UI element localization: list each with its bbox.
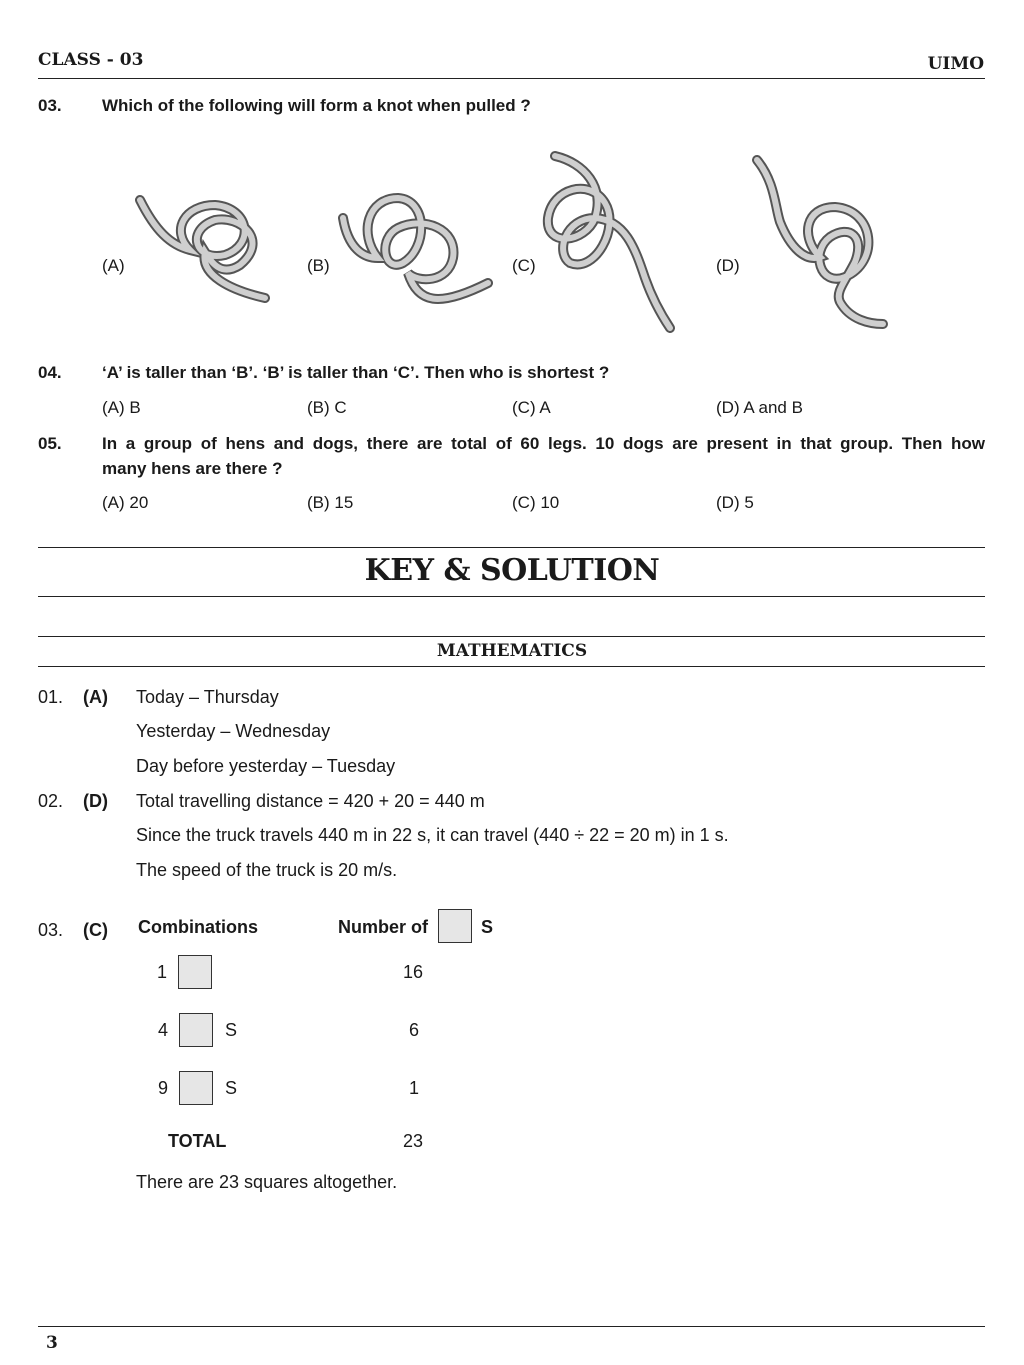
option: (D) 5 <box>716 493 754 512</box>
footer-rule <box>38 1326 985 1327</box>
question-number: 05. <box>38 434 62 453</box>
rope-figure-a <box>130 190 280 310</box>
option: (C) A <box>512 398 551 417</box>
section-rule <box>38 596 985 597</box>
section-rule <box>38 547 985 548</box>
solution-line: The speed of the truck is 20 m/s. <box>136 860 398 880</box>
total-label: TOTAL <box>168 1131 227 1151</box>
solution-line: Day before yesterday – Tuesday <box>136 756 396 776</box>
rope-figure-b <box>338 188 493 313</box>
option-label: (B) <box>307 256 330 275</box>
option: (A) 20 <box>102 493 149 512</box>
solution-answer: (D) <box>83 791 108 811</box>
solution-number: 03. <box>38 920 64 940</box>
option: (C) 10 <box>512 493 560 512</box>
row-count: 9 <box>158 1078 169 1098</box>
question-text-continued: many hens are there ? <box>102 459 283 478</box>
option: (B) 15 <box>307 493 354 512</box>
class-label: CLASS - 03 <box>38 50 144 70</box>
square-icon <box>438 909 472 943</box>
exam-label: UIMO <box>927 54 984 74</box>
question-number: 03. <box>38 96 62 115</box>
solution-number: 02. <box>38 791 64 811</box>
table-header-suffix: S <box>481 917 494 937</box>
question-number: 04. <box>38 363 62 382</box>
solution-line: Since the truck travels 440 m in 22 s, it can travel (440 ÷ 22 = 20 m) in 1 s. <box>136 825 729 845</box>
square-icon <box>179 1071 213 1105</box>
table-header-number-of: Number of <box>338 917 428 937</box>
option: (B) C <box>307 398 347 417</box>
square-icon <box>179 1013 213 1047</box>
row-value: 1 <box>409 1078 420 1098</box>
row-count: 4 <box>158 1020 169 1040</box>
subject-title: MATHEMATICS <box>436 641 588 661</box>
solution-line: Yesterday – Wednesday <box>136 721 331 741</box>
square-icon <box>178 955 212 989</box>
rope-figure-c <box>540 148 680 333</box>
solution-answer: (C) <box>83 920 108 940</box>
header-rule <box>38 78 985 79</box>
row-value: 16 <box>403 962 424 982</box>
solution-line: Total travelling distance = 420 + 20 = 440 m <box>136 791 485 811</box>
subject-rule <box>38 636 985 637</box>
subject-rule <box>38 666 985 667</box>
row-count: 1 <box>157 962 168 982</box>
option: (A) B <box>102 398 141 417</box>
solution-number: 01. <box>38 687 64 707</box>
question-text: Which of the following will form a knot when pulled ? <box>102 96 531 115</box>
section-title: KEY & SOLUTION <box>364 553 660 588</box>
table-header-combinations: Combinations <box>138 917 258 937</box>
solution-line: Today – Thursday <box>136 687 279 707</box>
option: (D) A and B <box>716 398 803 417</box>
option-label: (C) <box>512 256 536 275</box>
conclusion-text: There are 23 squares altogether. <box>136 1172 398 1192</box>
option-label: (A) <box>102 256 125 275</box>
total-value: 23 <box>403 1131 424 1151</box>
row-value: 6 <box>409 1020 420 1040</box>
row-suffix: S <box>225 1020 238 1040</box>
row-suffix: S <box>225 1078 238 1098</box>
page-number: 3 <box>46 1333 58 1353</box>
solution-answer: (A) <box>83 687 108 707</box>
rope-figure-d <box>745 152 895 332</box>
option-label: (D) <box>716 256 740 275</box>
question-text: In a group of hens and dogs, there are total of 60 legs. 10 dogs are present in that group. Then how <box>102 434 985 453</box>
question-text: ‘A’ is taller than ‘B’. ‘B’ is taller than ‘C’. Then who is shortest ? <box>102 363 610 382</box>
